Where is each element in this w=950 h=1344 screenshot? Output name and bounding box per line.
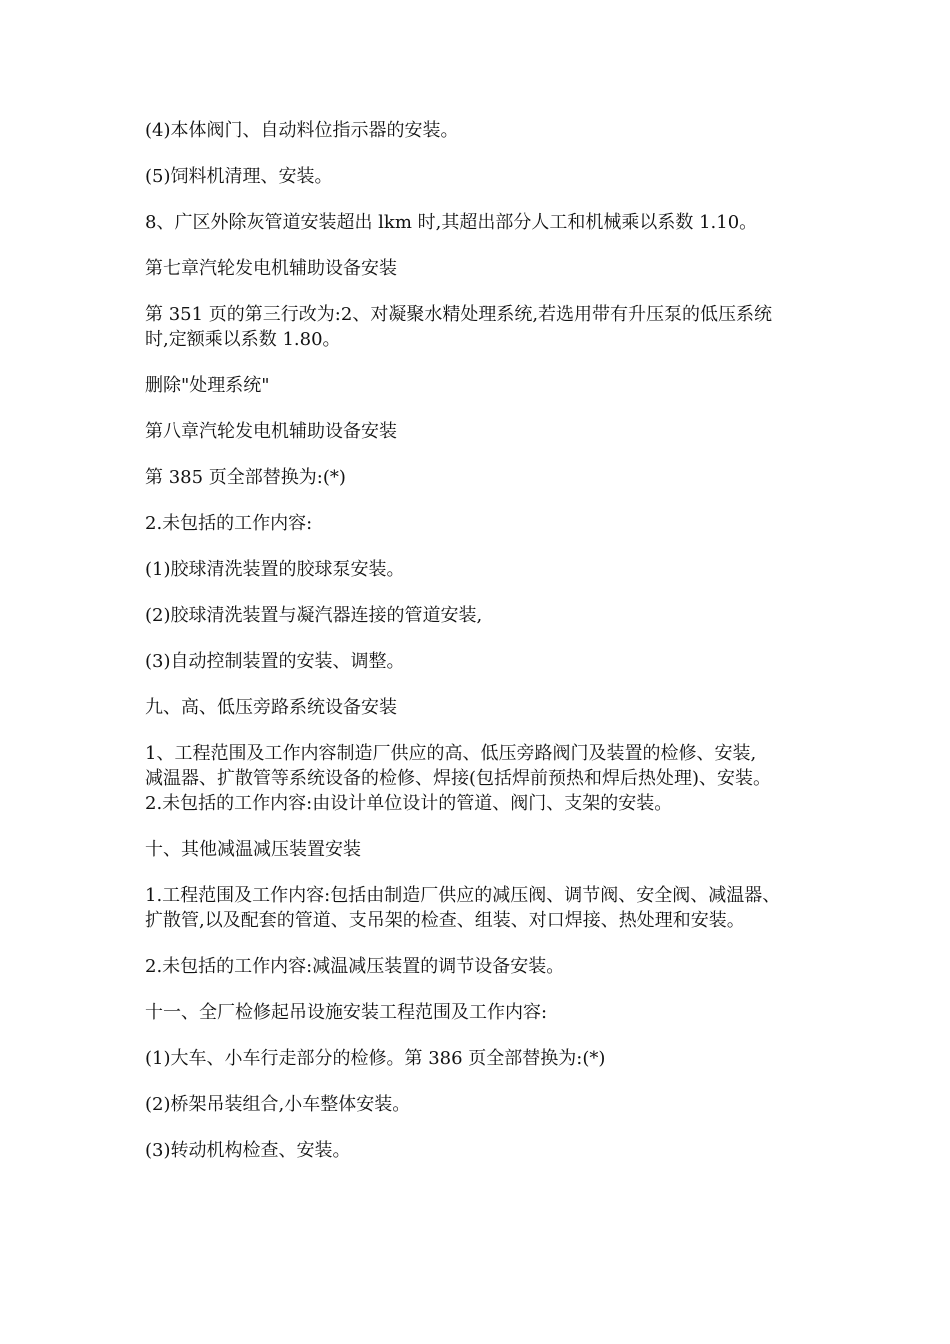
paragraph-item-3 bbox=[145, 649, 835, 674]
heading-section-9 bbox=[145, 695, 835, 720]
text-line: 第 385 页全部替换为:(*) bbox=[145, 467, 346, 488]
paragraph-reducer-excluded bbox=[145, 954, 835, 979]
heading-section-11 bbox=[145, 1000, 835, 1025]
document-body bbox=[145, 118, 835, 1184]
paragraph-item-2 bbox=[145, 603, 835, 628]
text-line: 2.未包括的工作内容:减温减压装置的调节设备安装。 bbox=[145, 956, 565, 977]
text-line: 十、其他减温减压装置安装 bbox=[145, 839, 361, 860]
text-line: 1、工程范围及工作内容制造厂供应的高、低压旁路阀门及装置的检修、安装, bbox=[145, 743, 757, 764]
heading-chapter-8 bbox=[145, 419, 835, 444]
text-line: (1)大车、小车行走部分的检修。第 386 页全部替换为:(*) bbox=[145, 1048, 606, 1069]
heading-section-10 bbox=[145, 837, 835, 862]
text-line: (3)转动机构检查、安装。 bbox=[145, 1140, 351, 1161]
paragraph-crane-item-2 bbox=[145, 1092, 835, 1117]
paragraph-reducer-scope bbox=[145, 883, 835, 933]
text-line: 扩散管,以及配套的管道、支吊架的检查、组装、对口焊接、热处理和安装。 bbox=[145, 910, 745, 931]
text-line: 十一、全厂检修起吊设施安装工程范围及工作内容: bbox=[145, 1002, 548, 1023]
text-line: (1)胶球清洗装置的胶球泵安装。 bbox=[145, 559, 405, 580]
text-line: 1.工程范围及工作内容:包括由制造厂供应的减压阀、调节阀、安全阀、减温器、 bbox=[145, 885, 781, 906]
text-line: 第八章汽轮发电机辅助设备安装 bbox=[145, 421, 397, 442]
paragraph-ash-pipeline bbox=[145, 210, 835, 235]
paragraph-page-385 bbox=[145, 465, 835, 490]
text-line: 2.未包括的工作内容: bbox=[145, 513, 313, 534]
heading-chapter-7 bbox=[145, 256, 835, 281]
text-line: 时,定额乘以系数 1.80。 bbox=[145, 329, 341, 350]
paragraph-crane-item-1 bbox=[145, 1046, 835, 1071]
text-line: 删除"处理系统" bbox=[145, 375, 270, 396]
paragraph-bypass-scope bbox=[145, 741, 835, 816]
text-line: (2)胶球清洗装置与凝汽器连接的管道安装, bbox=[145, 605, 483, 626]
paragraph-excluded-work bbox=[145, 511, 835, 536]
text-line: (3)自动控制装置的安装、调整。 bbox=[145, 651, 405, 672]
paragraph-item-1 bbox=[145, 557, 835, 582]
text-line: (2)桥架吊装组合,小车整体安装。 bbox=[145, 1094, 411, 1115]
paragraph-crane-item-3 bbox=[145, 1138, 835, 1163]
text-line: (5)饲料机清理、安装。 bbox=[145, 166, 333, 187]
text-line: 减温器、扩散管等系统设备的检修、焊接(包括焊前预热和焊后热处理)、安装。 bbox=[145, 768, 772, 789]
paragraph-item-4 bbox=[145, 118, 835, 143]
text-line: (4)本体阀门、自动料位指示器的安装。 bbox=[145, 120, 459, 141]
paragraph-page-351 bbox=[145, 302, 835, 352]
text-line: 第七章汽轮发电机辅助设备安装 bbox=[145, 258, 397, 279]
text-line: 九、高、低压旁路系统设备安装 bbox=[145, 697, 397, 718]
text-line: 8、广区外除灰管道安装超出 lkm 时,其超出部分人工和机械乘以系数 1.10。 bbox=[145, 212, 758, 233]
paragraph-delete bbox=[145, 373, 835, 398]
paragraph-item-5 bbox=[145, 164, 835, 189]
text-line: 2.未包括的工作内容:由设计单位设计的管道、阀门、支架的安装。 bbox=[145, 793, 673, 814]
text-line: 第 351 页的第三行改为:2、对凝聚水精处理系统,若选用带有升压泵的低压系统 bbox=[145, 304, 773, 325]
